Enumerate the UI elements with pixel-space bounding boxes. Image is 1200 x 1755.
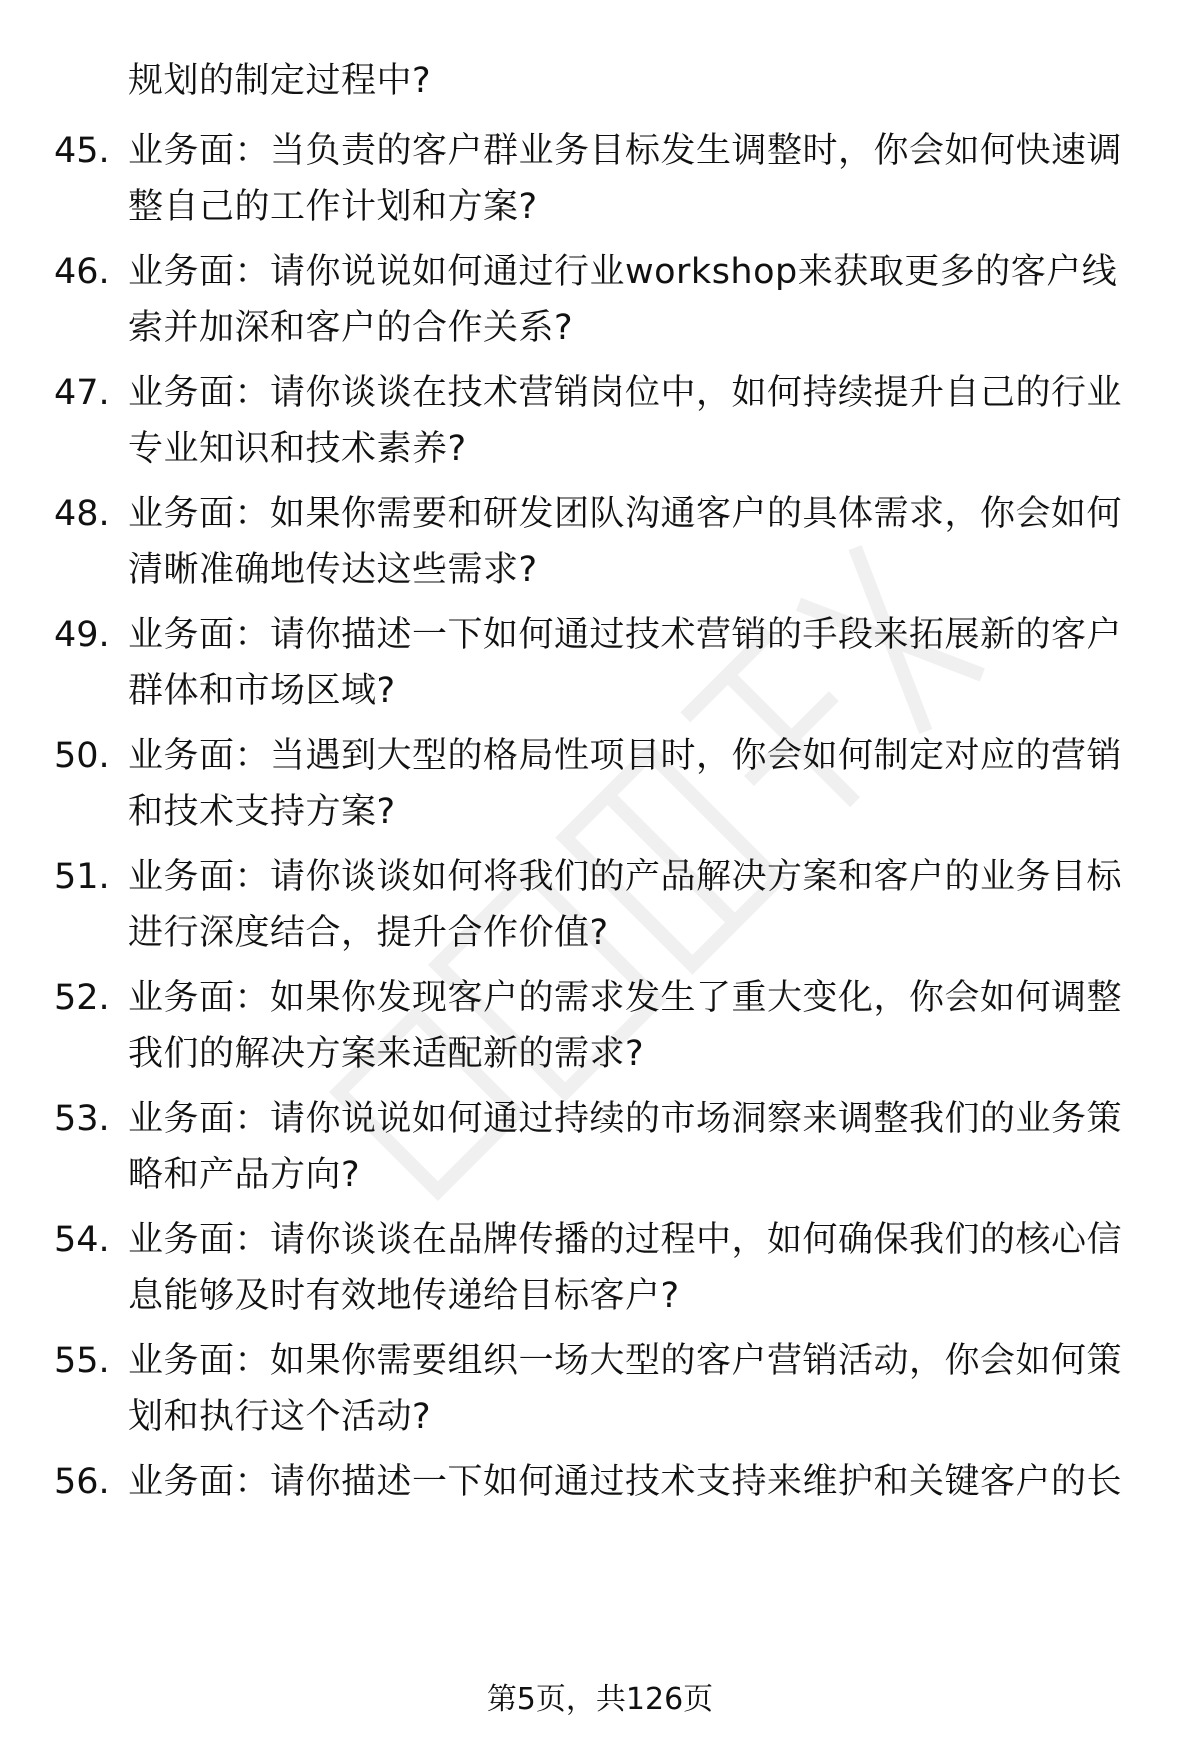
question-number: 55.	[54, 1341, 110, 1381]
question-text: 业务面：请你说说如何通过行业workshop来获取更多的客户线	[128, 252, 1118, 292]
question-text: 业务面：请你描述一下如何通过技术营销的手段来拓展新的客户	[128, 615, 1123, 655]
question-number: 48.	[54, 494, 110, 534]
question-number: 56.	[54, 1462, 110, 1502]
question-number: 52.	[54, 978, 110, 1018]
question-text: 业务面：当负责的客户群业务目标发生调整时，你会如何快速调	[128, 131, 1123, 171]
question-text-continued: 清晰准确地传达这些需求?	[128, 550, 538, 590]
question-text-continued: 索并加深和客户的合作关系?	[128, 308, 574, 348]
page-footer: 第5页，共126页	[486, 1682, 714, 1717]
question-text: 业务面：如果你发现客户的需求发生了重大变化，你会如何调整	[128, 978, 1123, 1018]
question-text: 业务面：如果你需要和研发团队沟通客户的具体需求，你会如何	[128, 494, 1123, 534]
question-text-continued: 专业知识和技术素养?	[128, 429, 467, 469]
question-text: 业务面：请你谈谈如何将我们的产品解决方案和客户的业务目标	[128, 857, 1123, 897]
question-text-continued: 进行深度结合，提升合作价值?	[128, 913, 609, 953]
question-number: 54.	[54, 1220, 110, 1260]
question-text: 业务面：请你描述一下如何通过技术支持来维护和关键客户的长	[128, 1462, 1123, 1502]
question-text: 业务面：请你谈谈在品牌传播的过程中，如何确保我们的核心信	[128, 1220, 1123, 1260]
question-text: 业务面：请你说说如何通过持续的市场洞察来调整我们的业务策	[128, 1099, 1123, 1139]
question-text-continued: 略和产品方向?	[128, 1155, 361, 1195]
question-text-continued: 息能够及时有效地传递给目标客户?	[128, 1276, 680, 1316]
question-number: 46.	[54, 252, 110, 292]
question-number: 51.	[54, 857, 110, 897]
question-text-continued: 和技术支持方案?	[128, 792, 396, 832]
question-text-continued: 群体和市场区域?	[128, 671, 396, 711]
question-text: 业务面：请你谈谈在技术营销岗位中，如何持续提升自己的行业	[128, 373, 1123, 413]
question-number: 45.	[54, 131, 110, 171]
question-text-continued: 我们的解决方案来适配新的需求?	[128, 1034, 645, 1074]
question-number: 50.	[54, 736, 110, 776]
question-number: 49.	[54, 615, 110, 655]
question-text: 业务面：当遇到大型的格局性项目时，你会如何制定对应的营销	[128, 736, 1123, 776]
question-text: 业务面：如果你需要组织一场大型的客户营销活动，你会如何策	[128, 1341, 1123, 1381]
question-number: 53.	[54, 1099, 110, 1139]
question-number: 47.	[54, 373, 110, 413]
continuation-text: 规划的制定过程中?	[128, 61, 432, 101]
question-text-continued: 整自己的工作计划和方案?	[128, 187, 538, 227]
question-text-continued: 划和执行这个活动?	[128, 1397, 432, 1437]
